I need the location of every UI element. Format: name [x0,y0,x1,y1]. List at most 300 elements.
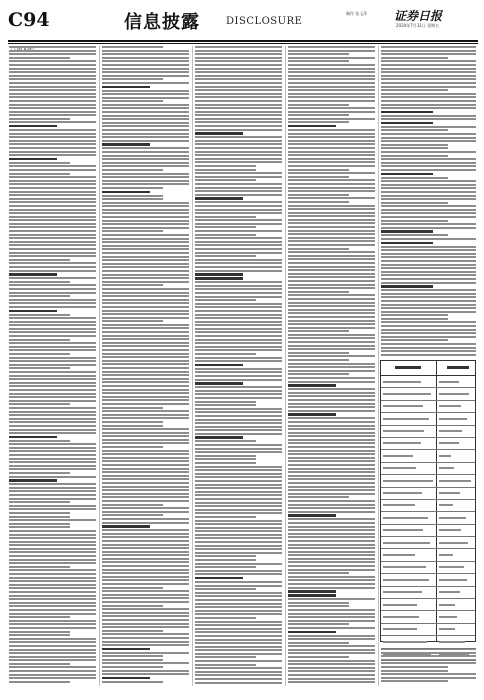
column-divider [285,46,286,686]
text-line [102,569,189,571]
text-line [9,407,96,409]
text-line [288,215,375,217]
text-line [288,406,375,408]
text-line [288,446,375,448]
text-line [9,537,96,539]
table-cell [439,381,459,383]
text-line [381,271,476,273]
text-line [9,353,70,355]
text-line [381,57,448,59]
text-line [9,519,96,521]
text-line [288,478,375,480]
table-cell [383,405,423,407]
table-cell [439,529,461,531]
text-line [288,298,375,300]
text-line [195,346,282,348]
text-line [195,570,282,572]
text-line [381,100,476,102]
text-line [288,75,375,77]
text-line [288,287,375,289]
text-line [195,512,282,514]
text-line [9,133,96,135]
text-line [102,155,189,157]
text-line [288,388,375,390]
text-line [195,502,282,504]
text-line [9,219,96,221]
text-line [288,273,375,275]
text-line [9,169,96,171]
text-line [102,417,189,419]
text-line [195,631,282,633]
text-line [381,332,476,334]
text-line [102,331,189,333]
table-row [381,599,475,611]
text-line [288,107,375,109]
text-line [288,442,375,444]
text-line [9,302,96,304]
text-line [195,639,282,641]
text-line [195,444,282,446]
text-line [102,198,163,200]
text-line [9,111,96,113]
text-line [9,461,96,463]
text-line [381,68,476,70]
text-line [288,678,375,680]
text-line [102,633,189,635]
table-cell [383,604,417,606]
text-line [288,190,375,192]
text-line [288,136,375,138]
text-line [9,273,57,275]
text-line [9,425,96,427]
column-divider [192,46,193,686]
text-line [381,278,476,280]
text-line [381,673,476,675]
text-line [9,526,70,528]
text-line [195,664,256,666]
text-line [195,190,282,192]
text-line [288,93,375,95]
text-line [381,242,433,244]
text-line [195,165,256,167]
table-row [381,549,475,561]
table-cell [383,517,428,519]
text-column-3 [195,46,282,686]
text-line [102,216,189,218]
text-line [102,82,189,84]
text-line [195,408,282,410]
text-line [288,656,349,658]
text-line [195,390,282,392]
text-line [288,219,375,221]
table-row [381,525,475,537]
table-row [381,450,475,462]
text-line [381,60,476,62]
text-line [288,151,375,153]
text-line [195,458,256,460]
text-line [9,440,70,442]
text-line [102,662,189,664]
text-line [195,100,282,102]
text-line [102,248,189,250]
text-line [195,599,282,601]
text-line [195,57,282,59]
text-line [102,666,163,668]
text-line [195,527,282,529]
text-line [195,487,282,489]
text-line [288,590,336,592]
text-line [9,57,70,59]
text-line [9,436,57,438]
text-line [9,89,96,91]
text-line [288,118,375,120]
text-line [195,342,282,344]
text-line [9,616,70,618]
text-line [288,291,349,293]
text-line [195,469,282,471]
text-line [195,60,282,62]
table-row [381,649,475,661]
text-line [102,238,189,240]
text-line [9,490,96,492]
text-line [288,554,375,556]
text-line [9,652,96,654]
text-column-1 [9,46,96,686]
text-line [9,198,96,200]
text-line [9,591,96,593]
text-line [288,176,349,178]
text-line [288,86,375,88]
text-line [102,504,163,506]
text-line [9,252,96,254]
text-line [381,253,476,255]
text-line [288,536,375,538]
text-line [195,494,282,496]
text-line [195,411,282,413]
text-line [102,493,189,495]
text-line [195,379,282,381]
text-line [102,558,189,560]
text-line [288,183,375,185]
text-line [9,209,96,211]
text-line [102,681,163,683]
text-line [9,281,70,283]
text-line [102,183,189,185]
text-line [195,628,282,630]
text-line [381,662,476,664]
text-line [9,129,96,131]
text-line [195,603,282,605]
text-line [102,104,189,106]
text-line [102,374,189,376]
text-line [195,158,282,160]
text-line [195,172,282,174]
text-line [195,401,256,403]
text-line [102,623,189,625]
text-line [195,93,282,95]
text-line [195,50,282,52]
text-line [288,359,349,361]
text-line [288,631,336,633]
text-line [9,414,96,416]
text-line [288,569,375,571]
text-line [195,617,256,619]
table-cell [439,604,455,606]
text-line [195,64,282,66]
table-row [381,512,475,524]
text-line [195,448,282,450]
text-line [102,187,163,189]
table-row [381,463,475,475]
text-line [381,53,476,55]
text-line [102,284,163,286]
text-line [288,111,375,113]
text-line [288,226,375,228]
text-line [288,395,375,397]
text-line [288,158,375,160]
text-line [9,382,96,384]
text-line [288,240,375,242]
text-line [102,396,189,398]
text-line [288,194,349,196]
text-line [195,581,282,583]
text-line [288,251,375,253]
table-cell [439,517,466,519]
text-line [9,107,96,109]
table-row [381,426,475,438]
text-line [288,366,375,368]
text-line [288,266,375,268]
text-line [9,96,96,98]
text-line [9,93,96,95]
text-line [9,400,96,402]
text-line [102,381,189,383]
text-line [195,516,256,518]
text-line [288,627,375,629]
text-line [195,523,282,525]
text-line [195,426,282,428]
text-line [102,428,189,430]
text-line [288,645,375,647]
text-line [9,284,96,286]
text-line [102,60,189,62]
text-line [195,241,282,243]
text-line [381,339,448,341]
text-line [288,262,375,264]
text-line [9,674,96,676]
text-line [195,187,282,189]
text-line [195,259,282,261]
text-line [195,111,282,113]
text-line [102,442,189,444]
text-line [288,222,375,224]
text-line [102,317,189,319]
text-line [195,176,282,178]
text-line [381,311,476,313]
text-line [288,660,375,662]
text-line [9,114,96,116]
table-cell [383,591,422,593]
text-line [381,234,448,236]
text-line [9,292,96,294]
text-line [102,53,189,55]
table-cell [439,566,464,568]
text-line [288,327,375,329]
text-line [195,624,282,626]
table-row [381,376,475,388]
text-line [102,68,189,70]
text-line [195,129,282,131]
text-line [195,509,282,511]
text-line [288,598,375,600]
text-line [9,244,96,246]
text-line [195,368,282,370]
text-line [102,252,189,254]
table-cell [383,566,426,568]
text-line [288,57,375,59]
text-line [9,577,96,579]
table-cell [383,480,433,482]
text-line [288,68,375,70]
text-line [195,466,282,468]
text-line [288,348,375,350]
text-line [9,663,70,665]
text-line [195,621,282,623]
text-line [195,480,282,482]
text-line [102,511,189,513]
table-row [381,587,475,599]
text-line [195,226,256,228]
text-line [195,613,282,615]
text-line [381,260,476,262]
text-line [9,623,96,625]
text-line [381,336,476,338]
table-cell [439,591,460,593]
text-line [288,482,375,484]
text-line [195,375,282,377]
table-cell [439,467,454,469]
text-line [102,176,189,178]
text-line [102,554,189,556]
text-line [102,597,189,599]
text-line [102,655,163,657]
text-line [288,649,375,651]
text-line [9,447,96,449]
text-line [9,342,96,344]
text-line [9,573,96,575]
text-line [381,96,476,98]
text-line [102,151,189,153]
text-line [9,544,96,546]
text-line [288,294,375,296]
text-line [195,393,282,395]
text-line [195,548,282,550]
text-line [102,360,189,362]
text-line [9,393,96,395]
text-line [9,602,96,604]
text-line [102,356,189,358]
text-line [195,310,282,312]
text-line [195,244,282,246]
text-line [288,179,375,181]
text-line [288,125,336,127]
text-line [288,208,375,210]
text-line [381,71,476,73]
text-line [288,435,375,437]
text-line [195,230,282,232]
text-line [288,421,375,423]
text-line [102,75,189,77]
text-line [9,147,96,149]
text-line [195,592,282,594]
text-line [288,345,375,347]
text-line [288,561,375,563]
text-line [9,331,96,333]
text-line [9,465,96,467]
text-line [195,321,282,323]
text-line [9,656,96,658]
text-line [9,541,96,543]
text-column-2 [102,46,189,686]
text-line [195,169,256,171]
text-line [288,233,375,235]
text-line [381,343,476,345]
page-number: C94 [8,9,50,31]
text-line [288,309,375,311]
text-line [288,212,375,214]
text-line [102,385,189,387]
text-line [195,595,282,597]
text-line [9,75,96,77]
text-line [9,385,96,387]
table-cell [439,480,471,482]
text-line [381,282,476,284]
text-line [102,320,163,322]
text-line [102,122,189,124]
text-line [9,262,96,264]
table-row [381,413,475,425]
text-line [195,585,282,587]
text-line [9,659,96,661]
text-line [381,191,476,193]
text-line [9,321,96,323]
text-line [381,86,476,88]
text-line [9,530,96,532]
text-line [288,428,375,430]
text-line [9,125,57,127]
text-line [381,151,476,153]
text-line [195,451,282,453]
text-line [195,147,282,149]
text-line [9,587,96,589]
text-line [102,547,189,549]
text-line [195,674,282,676]
text-line [195,339,282,341]
text-line [381,293,476,295]
text-line [102,274,189,276]
text-line [381,104,476,106]
text-line [9,411,96,413]
text-line [288,284,375,286]
text-line [9,288,96,290]
text-line [9,357,96,359]
text-line [9,121,96,123]
text-line [288,205,375,207]
text-line [195,262,282,264]
text-line [9,226,96,228]
table-row [381,388,475,400]
text-line [102,310,189,312]
